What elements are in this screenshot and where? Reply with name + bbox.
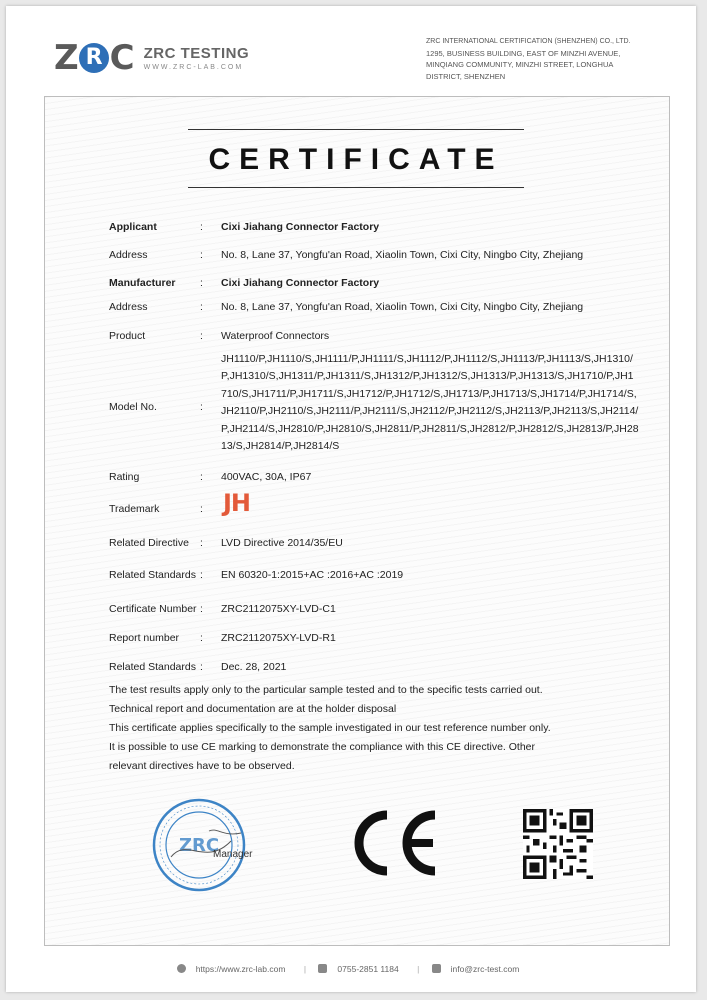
brand-website: WWW.ZRC-LAB.COM	[143, 64, 244, 71]
manufacturer-label: Manufacturer	[109, 277, 176, 289]
cert-number-value: ZRC2112075XY-LVD-C1	[221, 603, 336, 615]
trademark-logo: JH	[223, 489, 251, 517]
colon: :	[200, 330, 203, 342]
applicant-label: Applicant	[109, 221, 157, 233]
address-label: Address	[109, 301, 148, 313]
standards-value: EN 60320-1:2015+AC :2016+AC :2019	[221, 569, 404, 581]
report-number-value: ZRC2112075XY-LVD-R1	[221, 632, 336, 644]
colon: :	[200, 537, 203, 549]
cert-number-label: Certificate Number	[109, 603, 197, 615]
colon: :	[200, 603, 203, 615]
company-name: ZRC INTERNATIONAL CERTIFICATION (SHENZHEN) CO., LTD.	[426, 38, 631, 45]
rating-value: 400VAC, 30A, IP67	[221, 471, 312, 483]
company-seal-icon	[151, 797, 247, 893]
company-address-block	[426, 36, 658, 82]
directive-value: LVD Directive 2014/35/EU	[221, 537, 343, 549]
title-rule-bottom	[188, 187, 524, 188]
colon: :	[200, 569, 203, 581]
colon: :	[200, 632, 203, 644]
colon: :	[200, 249, 203, 261]
trademark-label: Trademark	[109, 503, 160, 515]
date-label: Related Standards	[109, 661, 196, 673]
footer-phone: 0755-2851 1184	[337, 964, 399, 974]
applicant-address-value: No. 8, Lane 37, Yongfu'an Road, Xiaolin Town, Cixi City, Ningbo City, Zhejiang	[221, 249, 584, 261]
footer-email[interactable]: info@zrc-test.com	[450, 964, 520, 974]
colon: :	[200, 221, 203, 233]
note-line: The test results apply only to the particular sample tested and to the specific tests carried out.	[109, 684, 543, 696]
directive-label: Related Directive	[109, 537, 189, 549]
qr-code-icon	[523, 809, 593, 879]
model-list: JH1110/P,JH1110/S,JH1111/P,JH1111/S,JH1112/P,JH1112/S,JH1113/P,JH1113/S,JH1310/P,JH1310/S,JH1311/P,JH1311/S,JH1312/P,JH1312/S,JH1313/P,JH1313/S,JH1710/P,JH1710/S,JH1711/P,JH1711/S,JH1712/P,JH1712/S,JH1713/P,JH1713/S,JH1714/P,JH1714/S,JH2110/P,JH2110/S,JH2111/P,JH2111/S,JH2112/P,JH2112/S,JH2113/P,JH2113/S,JH2114/P,JH2114/S,JH2810/P,JH2810/S,JH2811/P,JH2811/S,JH2812/P,JH2812/S,JH2813/P,JH2813/S,JH2814/P,JH2814/S	[221, 353, 639, 453]
certificate-title: CERTIFICATE	[208, 143, 504, 176]
certificate-notes	[109, 681, 629, 776]
model-label: Model No.	[109, 401, 157, 413]
colon: :	[200, 277, 203, 289]
applicant-value: Cixi Jiahang Connector Factory	[221, 221, 380, 233]
colon: :	[200, 301, 203, 313]
globe-icon	[177, 964, 186, 973]
note-line: It is possible to use CE marking to demonstrate the compliance with this CE directive. Other	[109, 741, 536, 753]
report-number-label: Report number	[109, 632, 180, 644]
note-line: This certificate applies specifically to the sample investigated in our test reference number only.	[109, 722, 551, 734]
rating-label: Rating	[109, 471, 140, 483]
date-value: Dec. 28, 2021	[221, 661, 287, 673]
company-address-line: 1295, BUSINESS BUILDING, EAST OF MINZHI AVENUE,	[426, 48, 621, 58]
company-address-line: MINQIANG COMMUNITY, MINZHI STREET, LONGHUA	[426, 60, 614, 69]
footer-contact: https://www.zrc-lab.com | 0755-2851 1184 | info@zrc-test.com	[6, 964, 696, 974]
manufacturer-address-value: No. 8, Lane 37, Yongfu'an Road, Xiaolin Town, Cixi City, Ningbo City, Zhejiang	[221, 301, 584, 313]
footer-website[interactable]: https://www.zrc-lab.com	[195, 964, 286, 974]
zrc-logo	[54, 38, 249, 78]
zrc-logo-mark: Z R C	[54, 38, 134, 78]
certificate-frame	[44, 96, 670, 946]
ce-mark-icon	[349, 809, 441, 877]
brand-name: ZRC TESTING	[143, 45, 250, 62]
email-icon	[432, 964, 441, 973]
colon: :	[200, 661, 203, 673]
note-line: relevant directives have to be observed.	[109, 760, 295, 772]
colon: :	[200, 471, 203, 483]
signature-label: Manager	[213, 849, 253, 860]
address-label: Address	[109, 249, 148, 261]
product-label: Product	[109, 330, 146, 342]
svg-text:ZRC: ZRC	[178, 835, 220, 856]
colon: :	[200, 503, 203, 515]
certificate-page	[6, 6, 696, 992]
colon: :	[200, 401, 203, 413]
note-line: Technical report and documentation are at the holder disposal	[109, 703, 397, 715]
product-value: Waterproof Connectors	[221, 330, 330, 342]
manufacturer-value: Cixi Jiahang Connector Factory	[221, 277, 380, 289]
standards-label: Related Standards	[109, 569, 196, 581]
title-rule-top	[188, 129, 524, 130]
company-address-line: DISTRICT, SHENZHEN	[426, 71, 506, 81]
phone-icon	[318, 964, 327, 973]
